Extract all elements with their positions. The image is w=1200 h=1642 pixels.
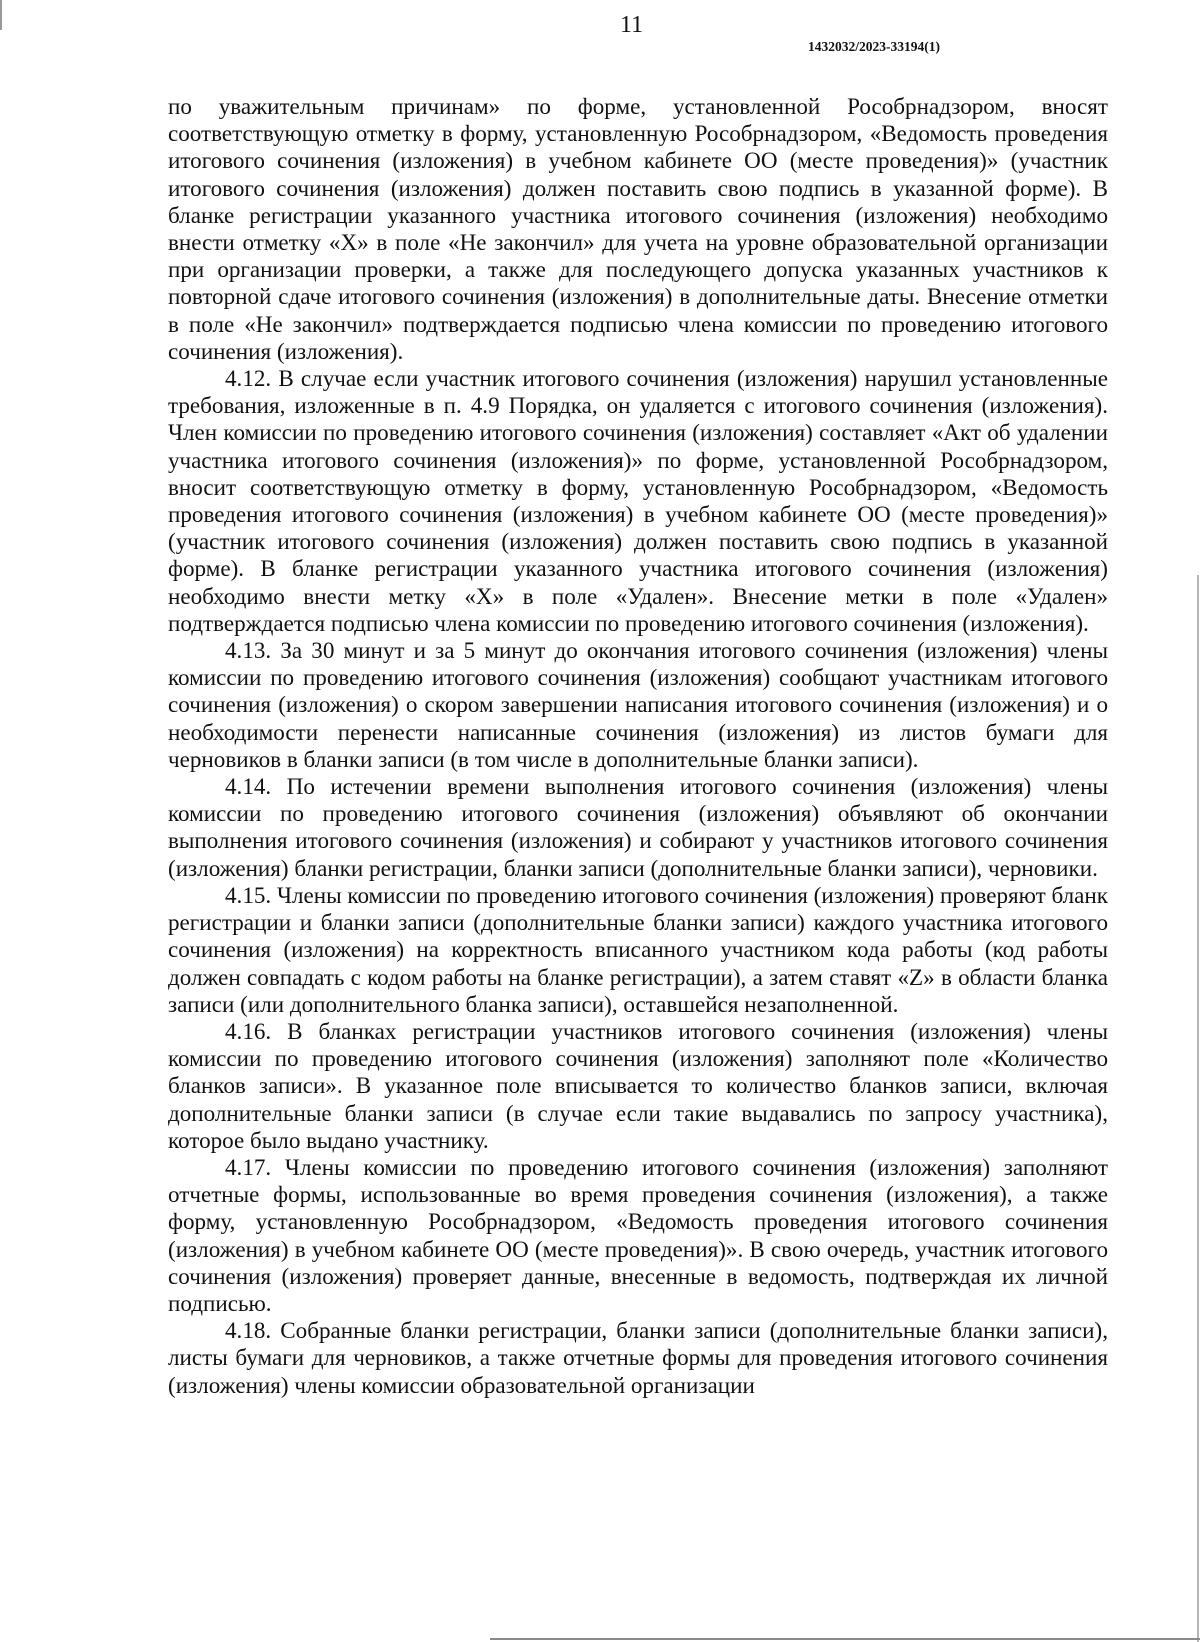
paragraph-4-17: 4.17. Члены комиссии по проведению итогового сочинения (изложения) заполняют отчетные формы, использованные во время проведения сочинения (изложения), а также форму, установленную Рособрнадзором, «Ведомость проведения итогового сочинения (изложения) в учебном кабинете ОО (месте проведения)». В свою очередь, участник итогового сочинения (изложения) проверяет данные, внесенные в ведомость, подтверждая их личной подписью. bbox=[168, 1153, 1108, 1316]
paragraph-4-13: 4.13. За 30 минут и за 5 минут до окончания итогового сочинения (изложения) члены комиссии по проведению итогового сочинения (изложения) сообщают участникам итогового сочинения (изложения) о скором завершении написания итогового сочинения (изложения) и о необходимости перенести написанные сочинения (изложения) из листов бумаги для черновиков в бланки записи (в том числе в дополнительные бланки записи). bbox=[168, 637, 1108, 772]
paragraph-4-15: 4.15. Члены комиссии по проведению итогового сочинения (изложения) проверяют бланк регистрации и бланки записи (дополнительные бланки записи) каждого участника итогового сочинения (изложения) на корректность вписанного участником кода работы (код работы должен совпадать с кодом работы на бланке регистрации), а затем ставят «Z» в области бланка записи (или дополнительного бланка записи), оставшейся незаполненной. bbox=[168, 881, 1108, 1017]
paragraph-4-12: 4.12. В случае если участник итогового сочинения (изложения) нарушил установленные требования, изложенные в п. 4.9 Порядка, он удаляется с итогового сочинения (изложения). Член комиссии по проведению итогового сочинения (изложения) составляет «Акт об удалении участника итогового сочинения (изложения)» по форме, установленной Рособрнадзором, вносит соответствующую отметку в форму, установленную Рособрнадзором, «Ведомость проведения итогового сочинения (изложения) в учебном кабинете ОО (месте проведения)» (участник итогового сочинения (изложения) должен поставить свою подпись в указанной форме). В бланке регистрации указанного участника итогового сочинения (изложения) необходимо внести метку «X» в поле «Удален». Внесение метки в поле «Удален» подтверждается подписью члена комиссии по проведению итогового сочинения (изложения). bbox=[168, 365, 1108, 636]
paragraph-continuation: по уважительным причинам» по форме, установленной Рособрнадзором, вносят соответствующую отметку в форму, установленную Рособрнадзором, «Ведомость проведения итогового сочинения (изложения) в учебном кабинете ОО (месте проведения)» (участник итогового сочинения (изложения) должен поставить свою подпись в указанной форме). В бланке регистрации указанного участника итогового сочинения (изложения) необходимо внести отметку «X» в поле «Не закончил» для учета на уровне образовательной организации при организации проверки, а также для последующего допуска указанных участников к повторной сдаче итогового сочинения (изложения) в дополнительные даты. Внесение отметки в поле «Не закончил» подтверждается подписью члена комиссии по проведению итогового сочинения (изложения). bbox=[168, 93, 1108, 364]
scan-edge-right bbox=[1197, 575, 1199, 1642]
page-number: 11 bbox=[620, 12, 644, 38]
scan-edge-bottom bbox=[490, 1638, 1200, 1640]
document-id: 1432032/2023-33194(1) bbox=[808, 39, 940, 54]
paragraph-4-14: 4.14. По истечении времени выполнения итогового сочинения (изложения) члены комиссии по проведению итогового сочинения (изложения) объявляют об окончании выполнения итогового сочинения (изложения) и собирают у участников итогового сочинения (изложения) бланки регистрации, бланки записи (дополнительные бланки записи), черновики. bbox=[168, 773, 1108, 881]
document-body bbox=[168, 93, 1108, 1399]
paragraph-4-16: 4.16. В бланках регистрации участников итогового сочинения (изложения) члены комиссии по проведению итогового сочинения (изложения) заполняют поле «Количество бланков записи». В указанное поле вписывается то количество бланков записи, включая дополнительные бланки записи (в случае если такие выдавались по запросу участника), которое было выдано участнику. bbox=[168, 1017, 1108, 1153]
paragraph-4-18: 4.18. Собранные бланки регистрации, бланки записи (дополнительные бланки записи), листы бумаги для черновиков, а также отчетные формы для проведения итогового сочинения (изложения) члены комиссии образовательной организации bbox=[168, 1317, 1108, 1398]
scan-edge-left bbox=[0, 0, 2, 30]
